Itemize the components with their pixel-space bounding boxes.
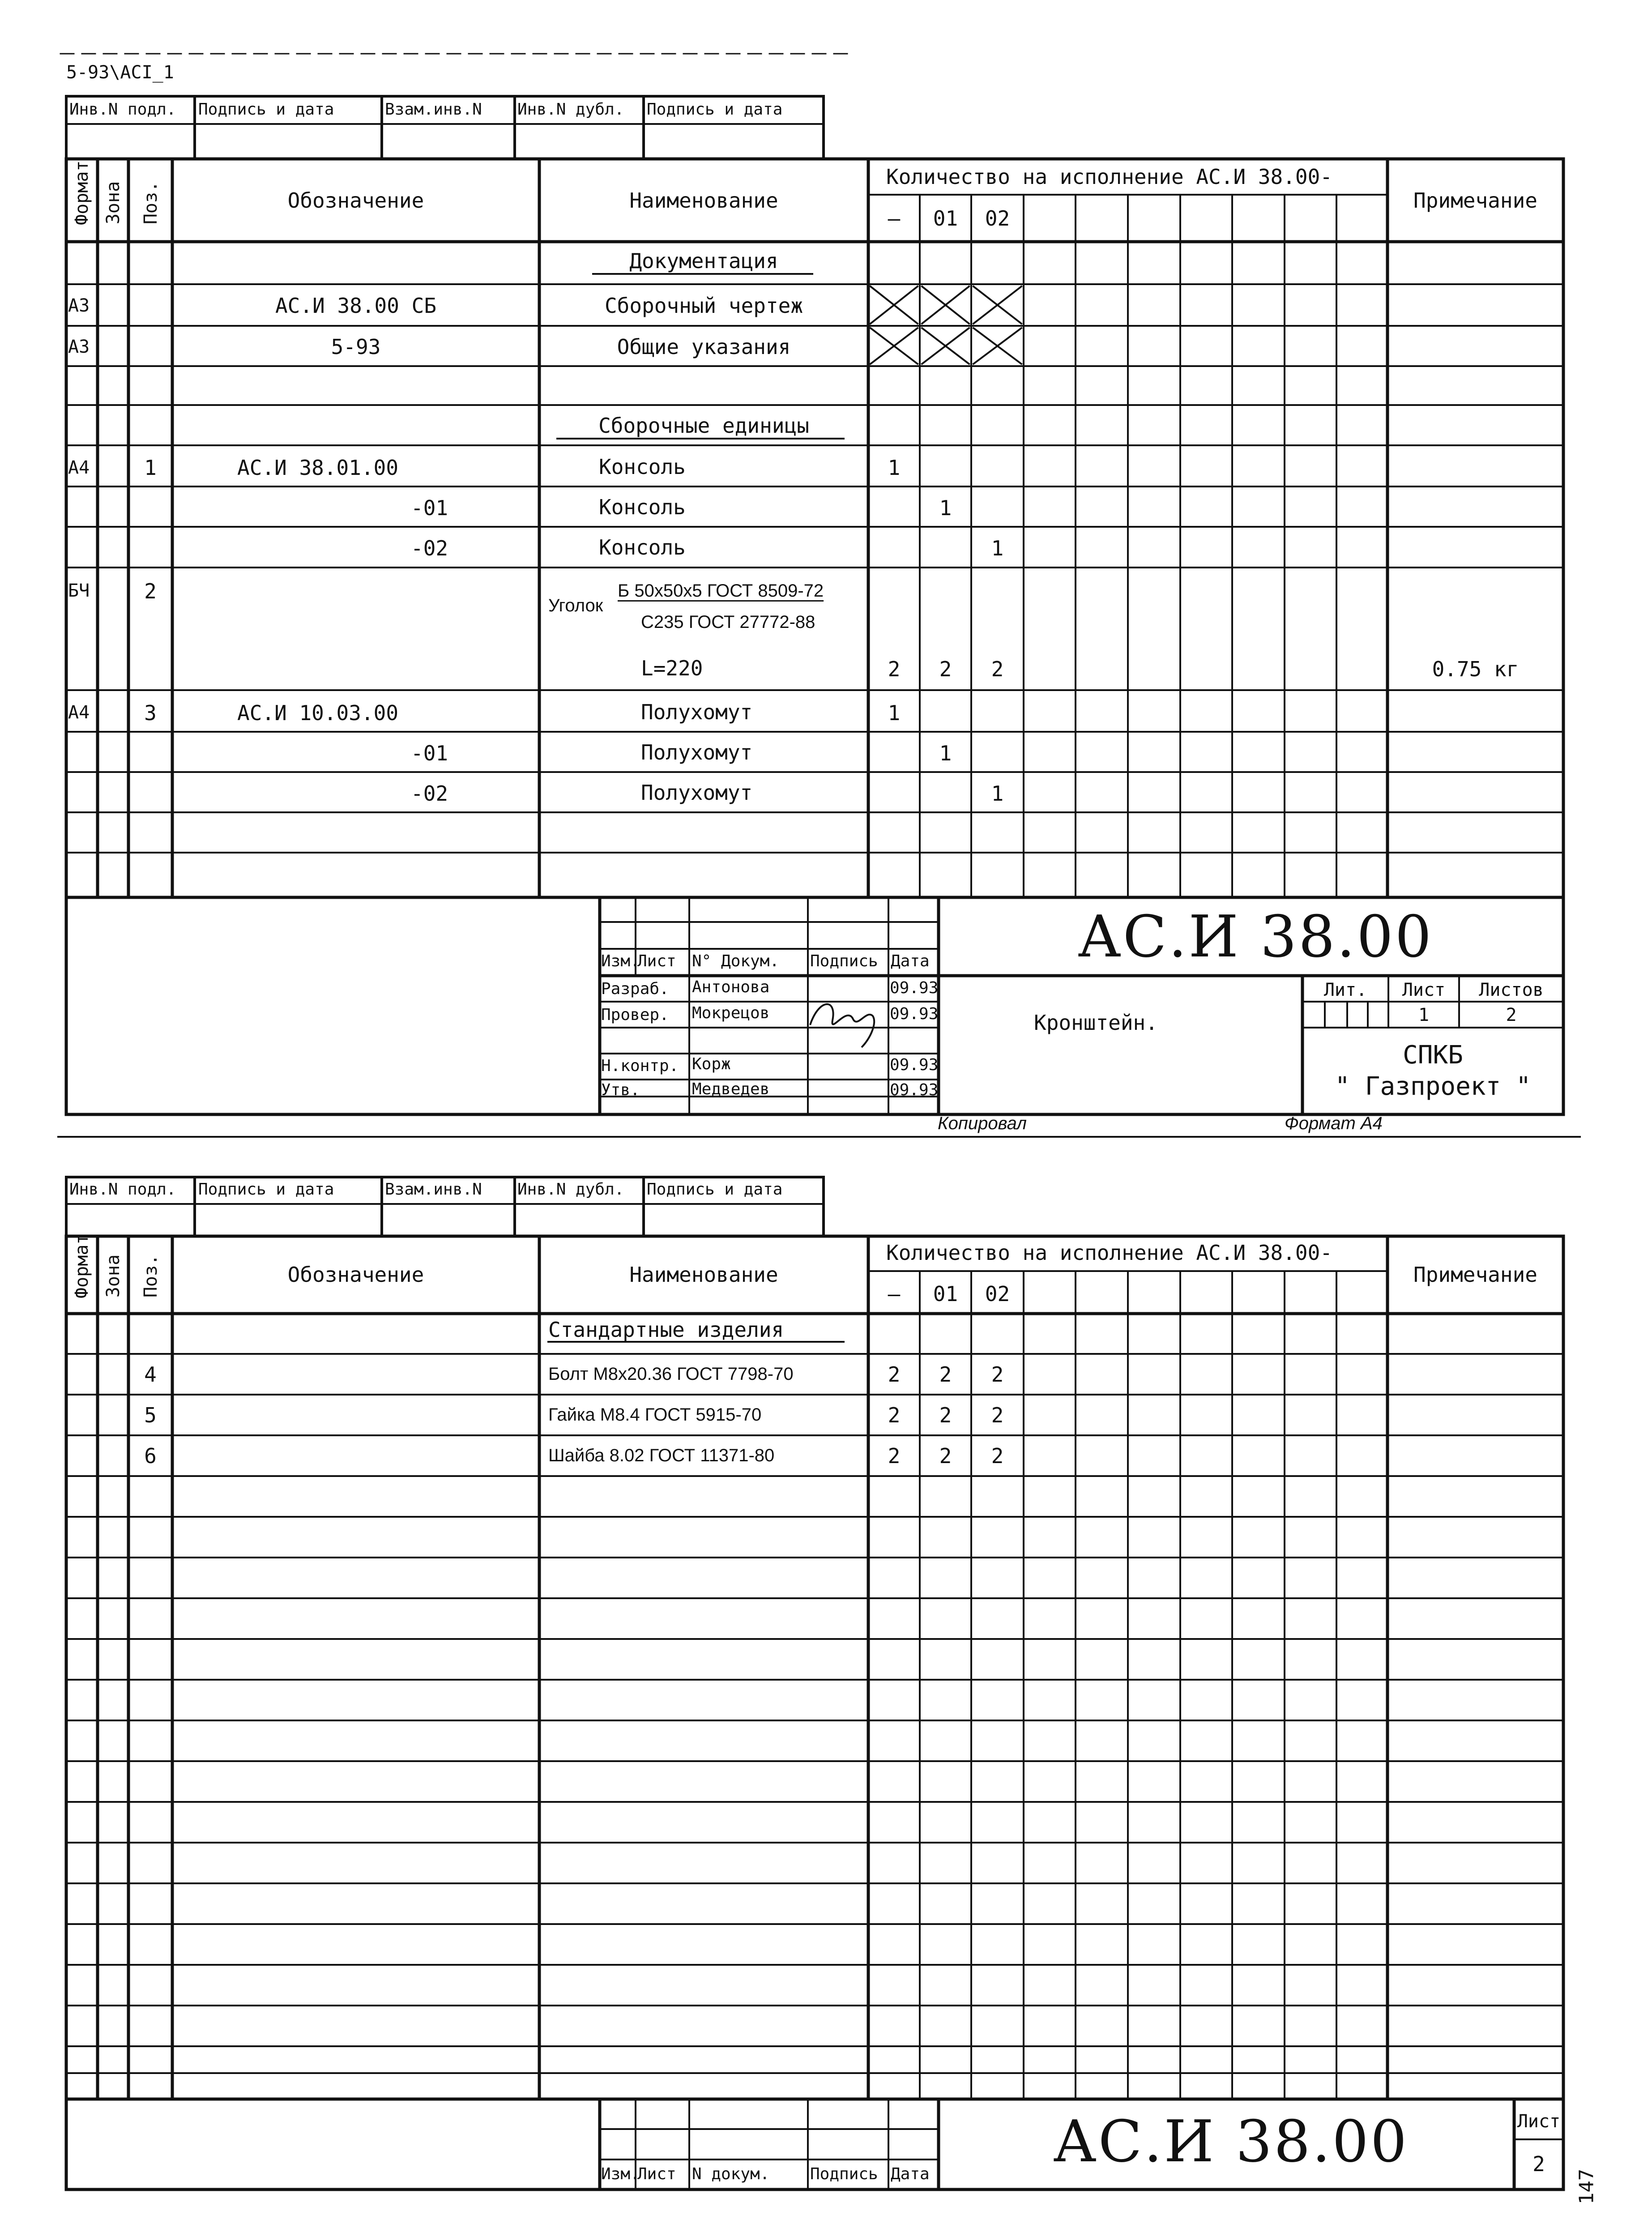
tb-col-doc: N докум. — [692, 2165, 770, 2183]
tb-person: Медведев — [692, 1080, 770, 1098]
row-designation: -02 — [411, 536, 448, 560]
row-designation: АС.И 10.03.00 — [237, 701, 399, 725]
row-name: Полухомут — [641, 700, 753, 724]
row-designation: -02 — [411, 781, 448, 806]
row-name: Полухомут — [641, 781, 753, 805]
row-pos: 3 — [144, 701, 157, 725]
row-pos: 2 — [144, 579, 157, 603]
row-qty-02: 1 — [991, 536, 1004, 560]
row-designation: -01 — [411, 496, 448, 520]
tb-role: Разраб. — [601, 980, 669, 998]
row-qty-base: 2 — [888, 657, 901, 681]
header-qty-02: 02 — [985, 206, 1010, 230]
row-name: Консоль — [599, 455, 686, 479]
row-qty-01: 2 — [939, 1362, 952, 1387]
header-qty-base: — — [888, 1282, 901, 1306]
header-name: Наименование — [629, 188, 778, 213]
row-qty-02: 2 — [991, 1362, 1004, 1387]
row-pos: 5 — [144, 1403, 157, 1427]
header-pos: Поз. — [141, 1254, 161, 1298]
stamp-col-sign: Подпись и дата — [198, 1180, 334, 1199]
tb-col-izm: Изм. — [601, 952, 640, 970]
sheets-total: 2 — [1506, 1005, 1517, 1025]
tb-date: 09.93 — [890, 1081, 939, 1099]
section-standard: Стандартные изделия — [548, 1318, 784, 1342]
sheet-number: 1 — [1418, 1005, 1430, 1025]
row-qty-base: 2 — [888, 1444, 901, 1468]
header-zone: Зона — [103, 181, 124, 225]
header-designation: Обозначение — [287, 188, 424, 213]
tb-person: Мокрецов — [692, 1004, 770, 1022]
row-name: Шайба 8.02 ГОСТ 11371-80 — [548, 1446, 775, 1465]
header-note: Примечание — [1413, 1263, 1537, 1287]
row-qty-02: 2 — [991, 1444, 1004, 1468]
tb-date: 09.93 — [890, 1005, 939, 1023]
header-qty-base: — — [888, 206, 901, 230]
tb-person: Корж — [692, 1055, 731, 1073]
tb-role: Провер. — [601, 1006, 669, 1024]
row-qty-01: 2 — [939, 1444, 952, 1468]
row-pos: 6 — [144, 1444, 157, 1468]
stamp-col-dup: Инв.N дубл. — [517, 1180, 624, 1199]
row-designation: -01 — [411, 741, 448, 765]
row-qty-02: 1 — [991, 781, 1004, 806]
row-qty-01: 1 — [939, 741, 952, 765]
row-name: Общие указания — [617, 335, 791, 359]
row-name: Консоль — [599, 535, 686, 559]
tb-col-list: Лист — [637, 952, 676, 970]
section-docs: Документация — [629, 249, 778, 273]
row-name-top: Б 50х50х5 ГОСТ 8509-72 — [618, 581, 824, 601]
header-qty-01: 01 — [933, 206, 958, 230]
tb-col-date: Дата — [891, 2165, 930, 2183]
stamp-col-sign2: Подпись и дата — [647, 100, 783, 119]
header-designation: Обозначение — [287, 1263, 424, 1287]
row-qty-01: 2 — [939, 1403, 952, 1427]
row-designation: 5-93 — [331, 335, 381, 359]
sheet-label: Лист — [1402, 980, 1446, 1000]
row-qty-01: 2 — [939, 657, 952, 681]
row-note: 0.75 кг — [1432, 657, 1519, 681]
row-qty-02: 2 — [991, 1403, 1004, 1427]
stamp-col-inv: Инв.N подл. — [69, 1180, 176, 1199]
section-assemblies: Сборочные единицы — [598, 414, 809, 438]
tb-role: Утв. — [601, 1081, 640, 1099]
row-name: Гайка М8.4 ГОСТ 5915-70 — [548, 1405, 762, 1425]
footer-format: Формат А4 — [1285, 1114, 1383, 1133]
row-pos: 1 — [144, 456, 157, 480]
header-qty-01: 01 — [933, 1282, 958, 1306]
doc-code: АС.И 38.00 — [1077, 904, 1434, 970]
row-name: Болт М8х20.36 ГОСТ 7798-70 — [548, 1364, 794, 1384]
row-pos: 4 — [144, 1362, 157, 1387]
row-name: Консоль — [599, 495, 686, 519]
row-format: А4 — [68, 702, 90, 723]
row-qty-base: 2 — [888, 1362, 901, 1387]
tb-person: Антонова — [692, 978, 770, 996]
tb-col-izm: Изм. — [601, 2165, 640, 2183]
stamp-col-sign: Подпись и дата — [198, 100, 334, 119]
row-name-prefix: Уголок — [548, 596, 603, 615]
stamp-col-replace: Взам.инв.N — [385, 1180, 482, 1199]
doc-code: АС.И 38.00 — [1053, 2108, 1409, 2175]
row-name: Полухомут — [641, 740, 753, 764]
header-zone: Зона — [103, 1254, 124, 1298]
tb-col-sign: Подпись — [810, 952, 878, 970]
sheet-label: Лист — [1517, 2111, 1561, 2132]
row-qty-base: 2 — [888, 1403, 901, 1427]
header-pos: Поз. — [141, 181, 161, 225]
lit-label: Лит. — [1323, 980, 1367, 1000]
margin-number: 147 — [1575, 2168, 1598, 2205]
header-note: Примечание — [1413, 188, 1537, 213]
tb-col-doc: N° Докум. — [692, 952, 780, 970]
org-line2: " Газпроект " — [1335, 1072, 1531, 1101]
item-name: Кронштейн. — [1034, 1011, 1158, 1035]
row-qty-01: 1 — [939, 496, 952, 520]
row-format: А3 — [68, 295, 90, 316]
signature-scribble — [810, 1004, 874, 1047]
header-format: Формат — [72, 1233, 92, 1298]
header-qty-02: 02 — [985, 1282, 1010, 1306]
tb-col-date: Дата — [891, 952, 930, 970]
stamp-col-replace: Взам.инв.N — [385, 100, 482, 119]
sheets-label: Листов — [1479, 980, 1544, 1000]
stamp-col-sign2: Подпись и дата — [647, 1180, 783, 1199]
row-qty-base: 1 — [888, 701, 901, 725]
sheet-number: 2 — [1532, 2152, 1545, 2176]
header-qty-title: Количество на исполнение АС.И 38.00- — [886, 1241, 1332, 1265]
header-format: Формат — [72, 160, 92, 225]
row-name: Сборочный чертеж — [604, 294, 803, 318]
tb-col-sign: Подпись — [810, 2165, 878, 2183]
header-ref: 5-93\ACI_1 — [66, 62, 174, 83]
row-qty-base: 1 — [888, 456, 901, 480]
tb-role: Н.контр. — [601, 1057, 679, 1075]
row-format: А4 — [68, 457, 90, 478]
row-qty-02: 2 — [991, 657, 1004, 681]
tb-date: 09.93 — [890, 1056, 939, 1074]
row-designation: АС.И 38.00 СБ — [275, 294, 437, 318]
header-qty-title: Количество на исполнение АС.И 38.00- — [886, 165, 1332, 189]
header-name: Наименование — [629, 1263, 778, 1287]
row-format: А3 — [68, 337, 90, 357]
row-length: L=220 — [641, 656, 703, 680]
footer-copied: Копировал — [938, 1114, 1027, 1133]
row-format: БЧ — [68, 580, 90, 601]
stamp-col-dup: Инв.N дубл. — [517, 100, 624, 119]
row-designation: АС.И 38.01.00 — [237, 456, 399, 480]
tb-col-list: Лист — [637, 2165, 676, 2183]
stamp-col-inv: Инв.N подл. — [69, 100, 176, 119]
row-name-bottom: С235 ГОСТ 27772-88 — [641, 612, 815, 632]
org-line1: СПКБ — [1403, 1041, 1463, 1070]
tb-date: 09.93 — [890, 979, 939, 997]
